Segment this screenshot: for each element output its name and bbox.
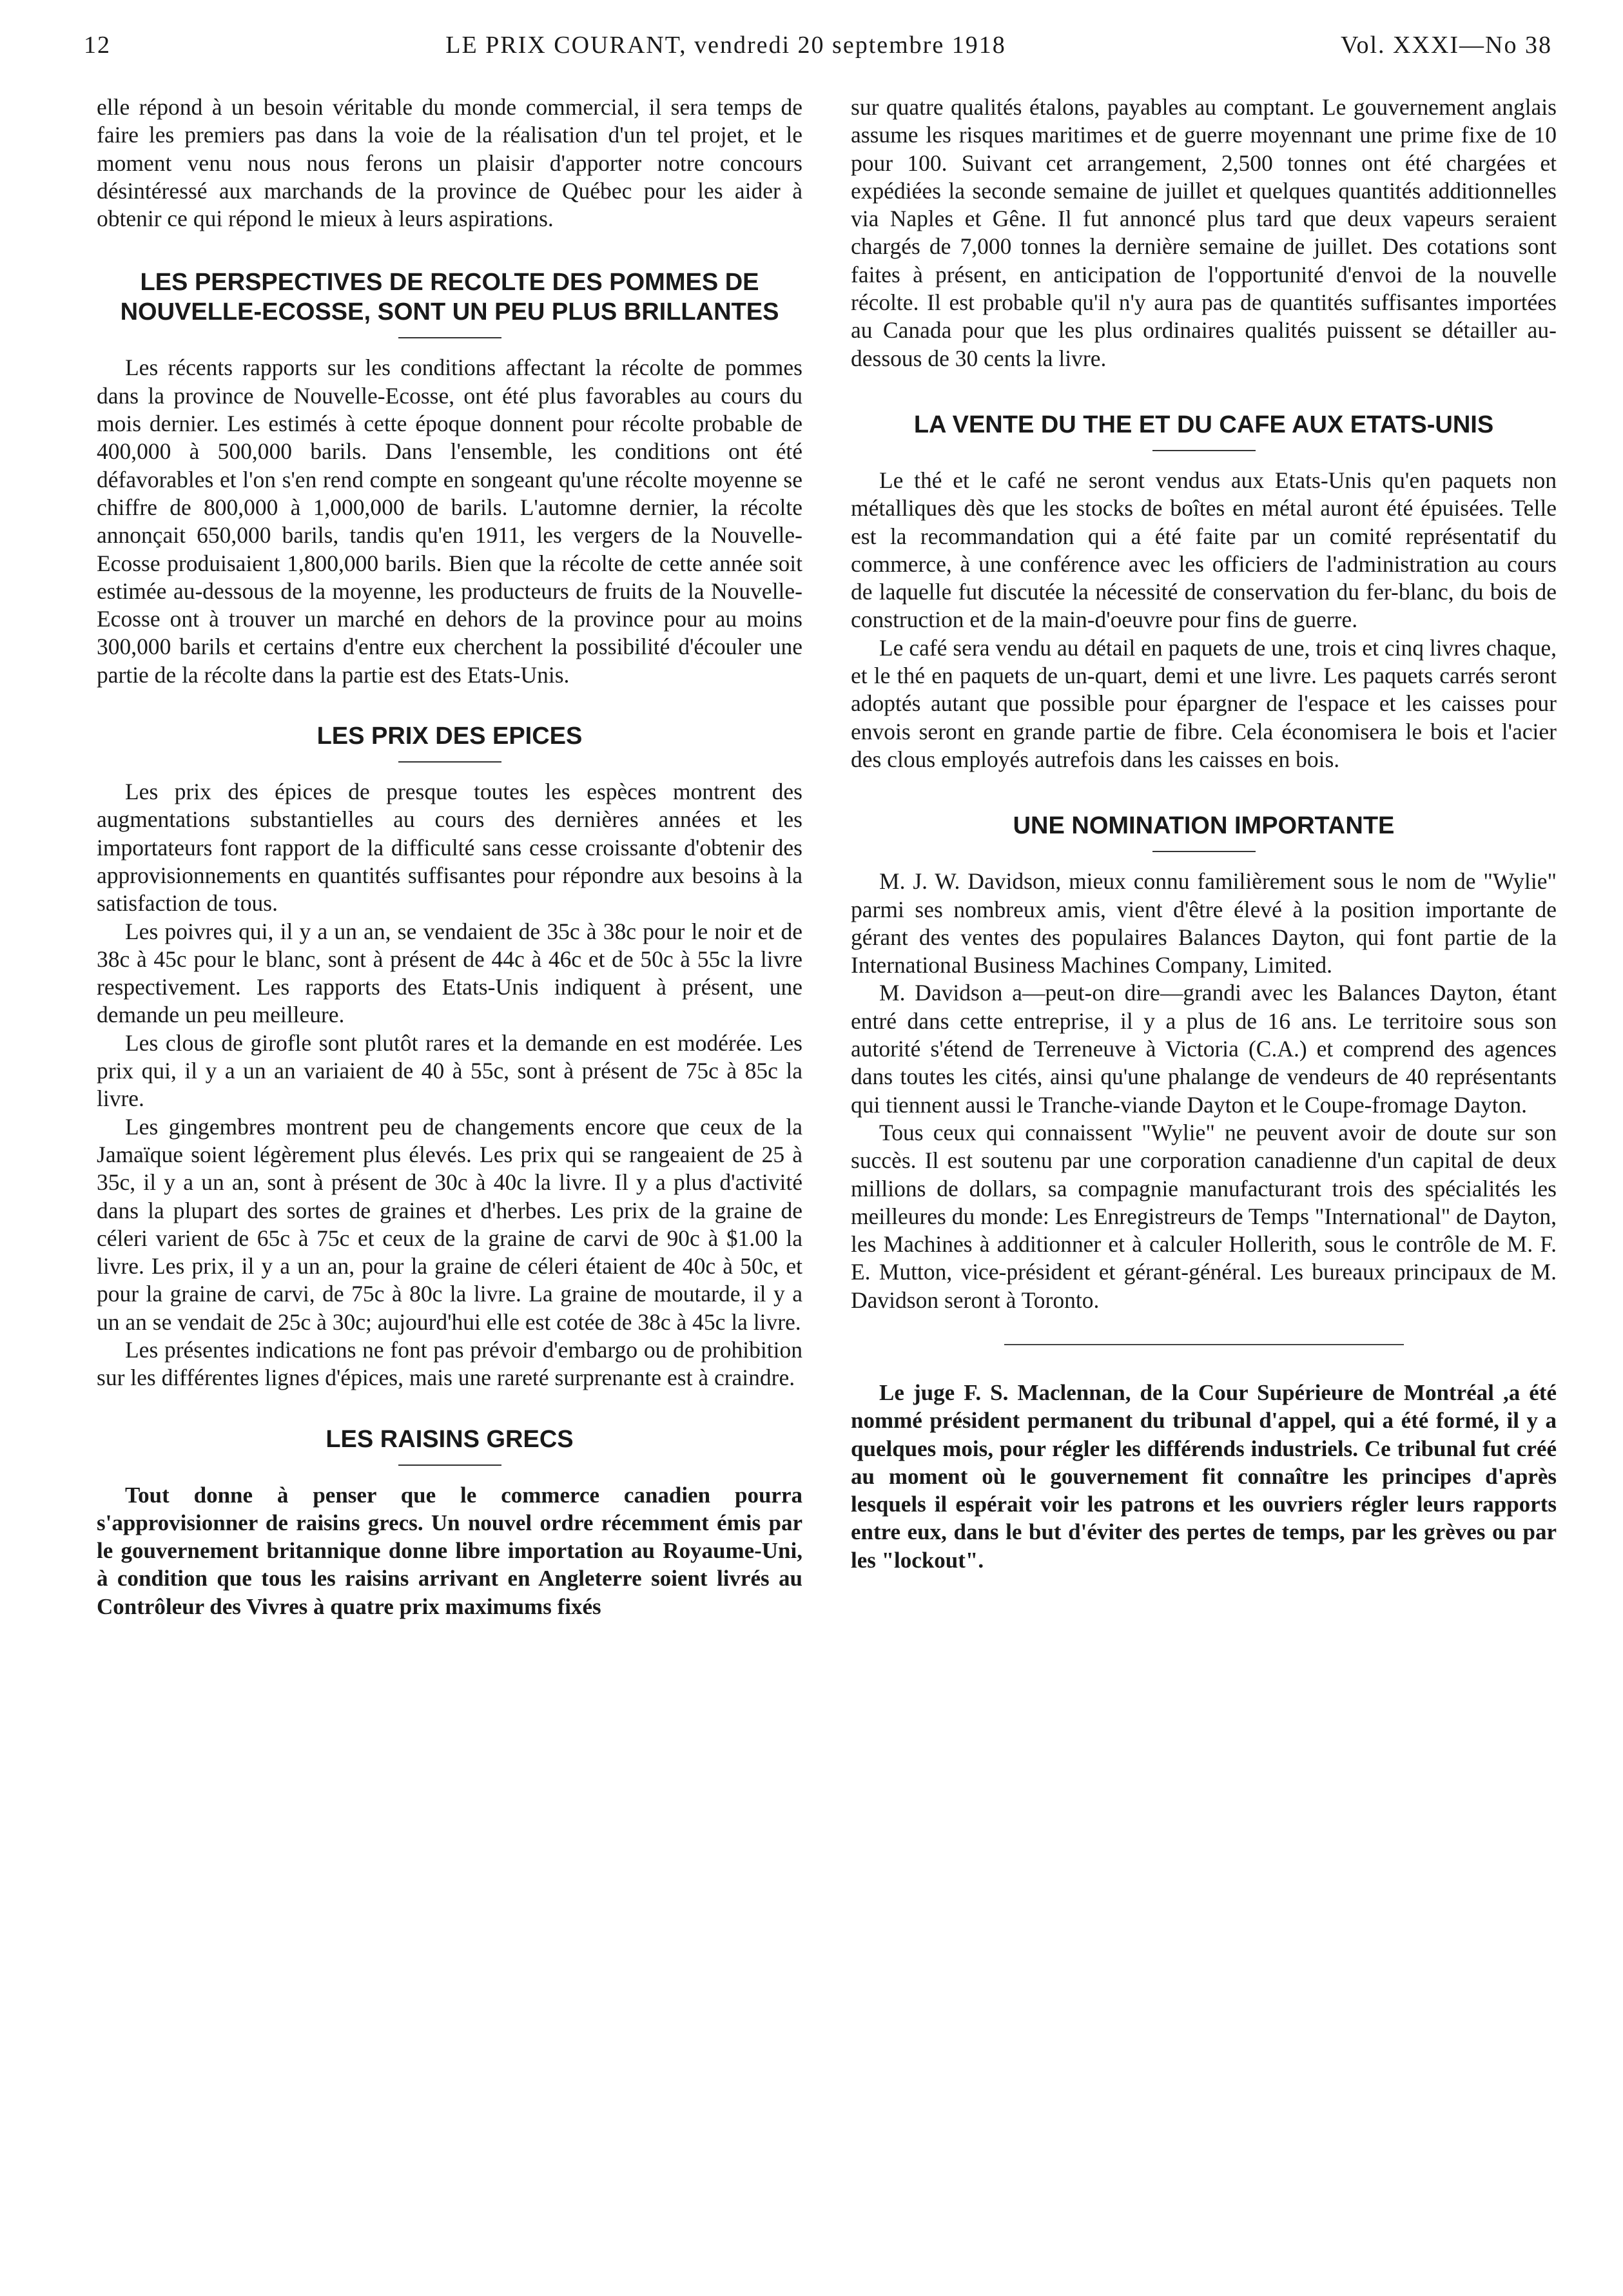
article-title: LA VENTE DU THE ET DU CAFE AUX ETATS-UNIS: [913, 411, 1494, 438]
article-the-cafe: [851, 410, 1557, 773]
title-rule: [398, 761, 501, 763]
article-paragraph: Les clous de girofle sont plutôt rares et la demande en est modérée. Les prix qui, il y a un an variaient de 40 à 55c, sont à présent de 75c à 85c la livre.: [97, 1029, 802, 1112]
article-paragraph: Les présentes indications ne font pas prévoir d'embargo ou de prohibition sur les différentes lignes d'épices, mais une rareté surprenante est à craindre.: [97, 1336, 802, 1391]
title-rule: [1152, 851, 1256, 852]
title-rule: [398, 1464, 501, 1466]
article-paragraph: Le thé et le café ne seront vendus aux Etats-Unis qu'en paquets non métalliques dès que les stocks de boîtes en métal auront été épuisées. Telle est la recommandation qui a été faite par un comité représentatif du commerce, à une conférence avec les officiers de l'administration au cours de laquelle fut discutée la nécessité de conservation du fer-blanc, du bois de construction et de la main-d'oeuvre pour fins de guerre.: [851, 467, 1557, 633]
article-title: LES PRIX DES EPICES: [316, 723, 583, 750]
article-paragraph: Les poivres qui, il y a un an, se vendaient de 35c à 38c pour le noir et de 38c à 45c pour le blanc, sont à présent de 44c à 46c et de 50c à 55c la livre respectivement. Les rapports des Etats-Unis indiquent à présent, une demande un peu meilleure.: [97, 918, 802, 1028]
section-separator: [1004, 1344, 1404, 1345]
article-raisins: [97, 1425, 802, 1620]
right-column: [851, 93, 1557, 1574]
page-number: 12: [84, 32, 111, 59]
article-paragraph: M. Davidson a—peut-on dire—grandi avec les Balances Dayton, étant entré dans cette entreprise, il y a plus de 16 ans. Le territoire sous son autorité s'étend de Terreneuve à Victoria (C.A.) et comprend des agences dans toutes les cités, ainsi qu'une phalange de vendeurs de 40 représentants qui tiennent aussi le Tranche-viande Dayton et le Coupe-fromage Dayton.: [851, 980, 1557, 1118]
article-paragraph: Le café sera vendu au détail en paquets de une, trois et cinq livres chaque, et le thé en paquets de un-quart, demi et une livre. Les paquets carrés seront adoptés autant que possible pour épargner de l'espace et les caisses pour envois seront en grande partie de fibre. Cela économisera le bois et l'acier des clous employés autrefois dans les caisses en bois.: [851, 634, 1557, 772]
volume-number: Vol. XXXI—No 38: [1340, 32, 1552, 59]
running-head: [84, 31, 1552, 67]
article-maclennan: [851, 1379, 1557, 1574]
article-title: LES PERSPECTIVES DE RECOLTE DES POMMES DE NOUVELLE-ECOSSE, SONT UN PEU PLUS BRILLANTES: [120, 269, 779, 326]
article-title: UNE NOMINATION IMPORTANTE: [1013, 812, 1395, 840]
title-rule: [1152, 450, 1256, 451]
raisins-continued-paragraph: sur quatre qualités étalons, payables au comptant. Le gouvernement anglais assume les risques maritimes et de guerre moyennant une prime fixe de 10 pour 100. Suivant cet arrangement, 2,500 tonnes ont été chargées et expédiées la seconde semaine de juillet et quelques quantités additionnelles via Naples et Gêne. Il fut annoncé plus tard que deux vapeurs seraient chargés de 7,000 tonnes la dernière semaine de juillet. Des cotations sont faites à présent, en anticipation de l'opportunité d'envoi de la nouvelle récolte. Il est probable qu'il n'y aura pas de quantités suffisantes importées au Canada pour que les plus ordinaires qualités puissent se détailler au-dessous de 30 cents la livre.: [851, 94, 1557, 371]
title-rule: [398, 337, 501, 338]
left-column: [97, 93, 802, 1620]
intro-paragraph: elle répond à un besoin véritable du monde commercial, il sera temps de faire les premiers pas dans la voie de la réalisation d'un tel projet, et le moment venu nous nous ferons un plaisir d'apporter notre concours désintéressé aux marchands de la province de Québec pour les aider à obtenir ce qui répond le mieux à leurs aspirations.: [97, 94, 802, 232]
publication-line: LE PRIX COURANT, vendredi 20 septembre 1918: [445, 32, 1006, 59]
article-paragraph: Tous ceux qui connaissent "Wylie" ne peuvent avoir de doute sur son succès. Il est soutenu par une corporation canadienne d'un capital de deux millions de dollars, sa compagnie manufacturant trois des spécialités les meilleures du monde: Les Enregistreurs de Temps "International" de Dayton, les Machines à additionner et à calculer Hollerith, sous le contrôle de M. F. E. Mutton, vice-président et gérant-général. Les bureaux principaux de M. Davidson seront à Toronto.: [851, 1119, 1557, 1313]
article-paragraph: Le juge F. S. Maclennan, de la Cour Supérieure de Montréal ,a été nommé président permanent du tribunal d'appel, qui a été formé, il y a quelques mois, pour régler les différends industriels. Ce tribunal fut créé au moment où le gouvernement fit connaître les principes d'après lesquels il espérait voir les patrons et les ouvriers régler leurs rapports entre eux, dans le but d'éviter des pertes de temps, par les grèves ou par les "lockout".: [851, 1379, 1557, 1573]
article-paragraph: Les récents rapports sur les conditions affectant la récolte de pommes dans la province de Nouvelle-Ecosse, ont été plus favorables au cours du mois dernier. Les estimés à cette époque donnent pour récolte probable de 400,000 à 500,000 barils. Dans l'ensemble, les conditions ont été défavorables et l'on s'en rend compte en songeant qu'une récolte moyenne se chiffre de 800,000 à 1,000,000 de barils. L'automne dernier, la récolte annonçait 650,000 barils, tandis qu'en 1911, les vergers de la Nouvelle-Ecosse produisaient 1,800,000 barils. Bien que la récolte de cette année soit estimée au-dessous de la moyenne, les producteurs de fruits de la Nouvelle-Ecosse ont à trouver un marché en dehors de la province pour au moins 300,000 barils et certains d'entre eux cherchent la possibilité d'écouler une partie de la récolte dans la partie est des Etats-Unis.: [97, 355, 802, 688]
article-paragraph: Les prix des épices de presque toutes les espèces montrent des augmentations substantielles au cours des dernières années et les importateurs font rapport de la difficulté sans cesse croissante d'obtenir des approvisionnements en quantités suffisantes pour répondre aux besoins à la satisfaction de tous.: [97, 779, 802, 917]
article-title: LES RAISINS GRECS: [326, 1425, 574, 1453]
article-paragraph: M. J. W. Davidson, mieux connu familièrement sous le nom de "Wylie" parmi ses nombreux amis, vient d'être élevé à la position importante de gérant des ventes des populaires Balances Dayton, qui font partie de la International Business Machines Company, Limited.: [851, 868, 1557, 978]
article-paragraph: Les gingembres montrent peu de changements encore que ceux de la Jamaïque soient légèrement plus élevés. Les prix qui se rangeaient de 25 à 35c, il y a un an, sont à présent de 30c à 40c la livre. Il y a plus d'activité dans la plupart des sortes de graines et d'herbes. Les prix de la graine de céleri varient de 65c à 75c et ceux de la graine de carvi de 90c à $1.00 la livre. Les prix, il y a un an, pour la graine de céleri étaient de 40c à 50c, et pour la graine de carvi, de 75c à 80c la livre. La graine de moutarde, il y a un an se vendait de 25c à 30c; aujourd'hui elle est cotée de 38c à 45c la livre.: [97, 1113, 802, 1335]
article-epices: [97, 721, 802, 1392]
article-pommes: [97, 268, 802, 689]
article-nomination: [851, 811, 1557, 1314]
article-paragraph: Tout donne à penser que le commerce canadien pourra s'approvisionner de raisins grecs. Un nouvel ordre récemment émis par le gouvernement britannique donne libre importation au Royaume-Uni, à condition que tous les raisins arrivant en Angleterre soient livrés au Contrôleur des Vivres à quatre prix maximums fixés: [97, 1482, 802, 1619]
